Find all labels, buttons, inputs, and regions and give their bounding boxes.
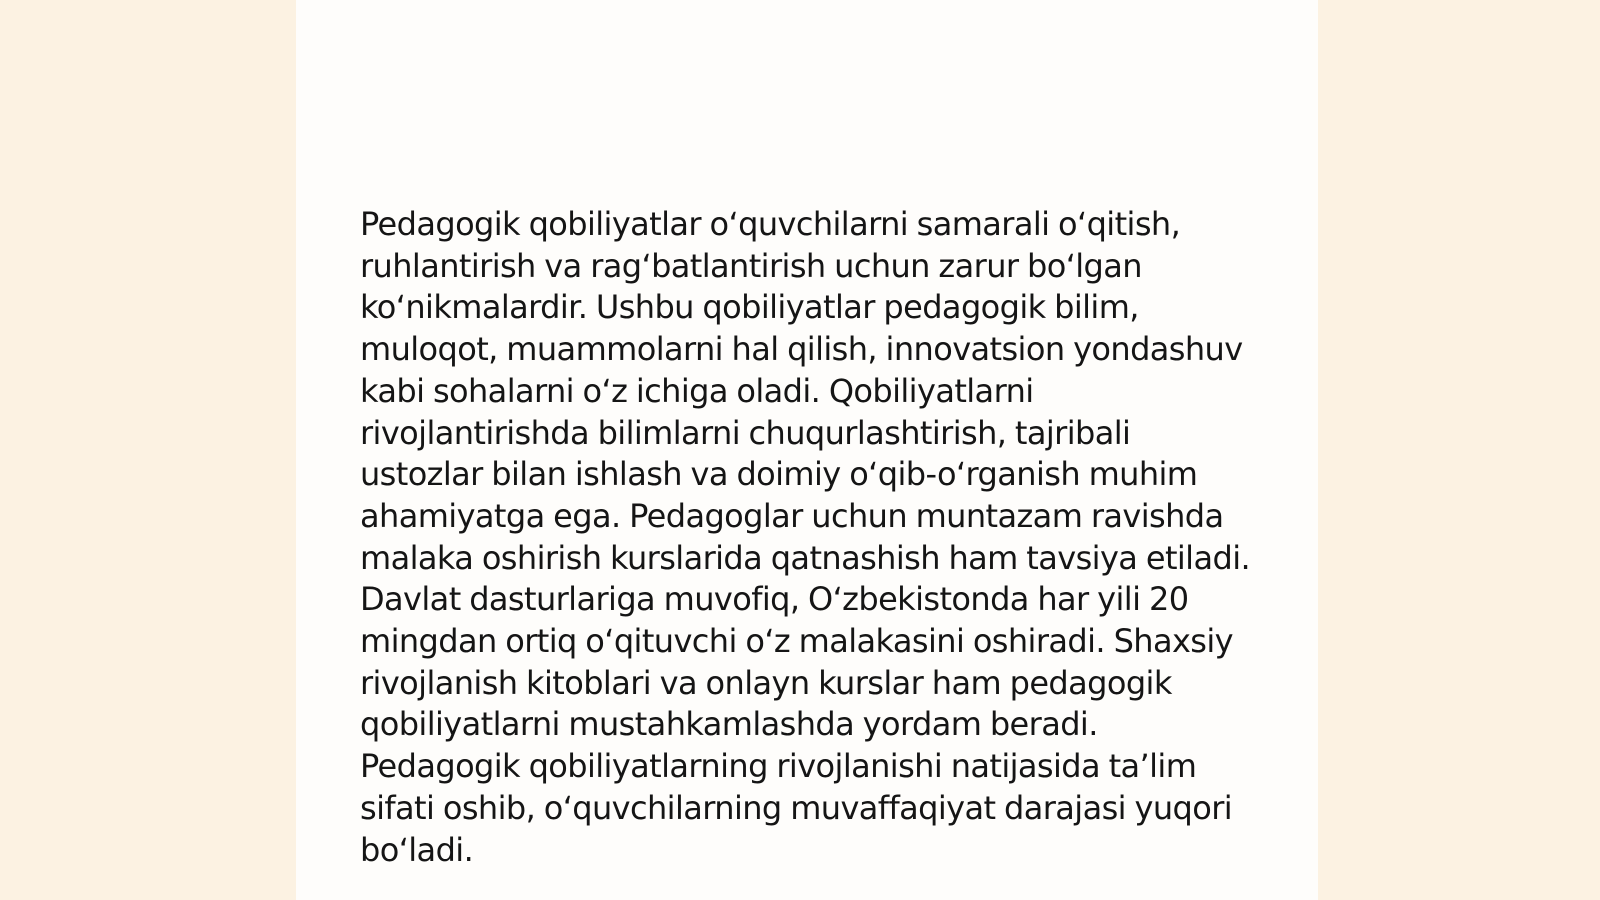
body-paragraph: Pedagogik qobiliyatlar oʻquvchilarni samarali oʻqitish, ruhlantirish va ragʻbatlantirish uchun zarur boʻlgan koʻnikmalardir. Ushbu qobiliyatlar pedagogik bilim, muloqot, muammolarni hal qilish, innovatsion yondashuv kabi sohalarni oʻz ichiga oladi. Qobiliyatlarni rivojlantirishda bilimlarni chuqurlashtirish, tajribali ustozlar bilan ishlash va doimiy oʻqib-oʻrganish muhim ahamiyatga ega. Pedagoglar uchun muntazam ravishda malaka oshirish kurslarida qatnashish ham tavsiya etiladi. Davlat dasturlariga muvofiq, Oʻzbekistonda har yili 20 mingdan ortiq oʻqituvchi oʻz malakasini oshiradi. Shaxsiy rivojlanish kitoblari va onlayn kurslar ham pedagogik qobiliyatlarni mustahkamlashda yordam beradi. Pedagogik qobiliyatlarning rivojlanishi natijasida taʼlim sifati oshib, oʻquvchilarning muvaffaqiyat darajasi yuqori boʻladi. — [360, 205, 1251, 869]
document-page — [296, 0, 1318, 900]
